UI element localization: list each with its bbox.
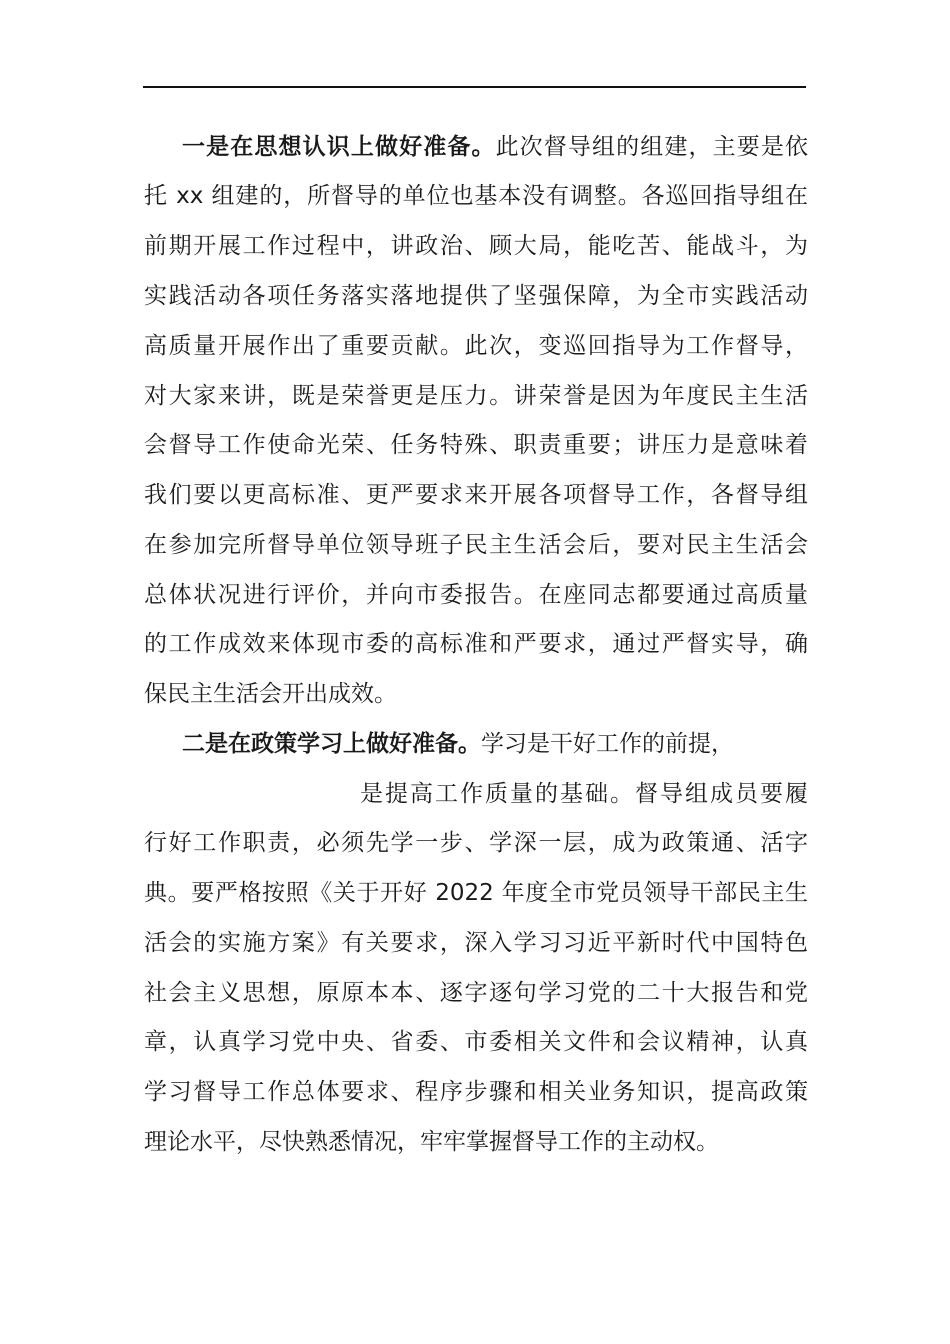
paragraph-1-text: 此次督导组的组建，主要是依 xyxy=(495,134,808,160)
header-rule xyxy=(143,86,806,88)
paragraph-2-line-8: 学习督导工作总体要求、程序步骤和相关业务知识，提高政策 xyxy=(144,1079,808,1105)
paragraph-2-line-4: 典。要严格按照《关于开好 2022 年度全市党员领导干部民主生 xyxy=(144,880,808,906)
paragraph-1-line-10: 总体状况进行评价，并向市委报告。在座同志都要通过高质量 xyxy=(144,582,808,608)
paragraph-2-line-6: 社会主义思想，原原本本、逐字逐句学习党的二十大报告和党 xyxy=(144,980,808,1006)
paragraph-1-heading: 一是在思想认识上做好准备。 xyxy=(182,134,496,160)
paragraph-2-line-3: 行好工作职责，必须先学一步、学深一层，成为政策通、活字 xyxy=(144,830,808,856)
paragraph-2-line-1 xyxy=(182,719,808,769)
paragraph-1-line-3: 前期开展工作过程中，讲政治、顾大局，能吃苦、能战斗，为 xyxy=(144,233,808,259)
paragraph-1-line-11: 的工作成效来体现市委的高标准和严要求，通过严督实导，确 xyxy=(144,631,808,657)
paragraph-2-line-2: 是提高工作质量的基础。督导组成员要履 xyxy=(360,781,808,807)
paragraph-2-line-9: 理论水平，尽快熟悉情况，牢牢掌握督导工作的主动权。 xyxy=(144,1129,719,1155)
paragraph-1-line-1 xyxy=(182,122,808,172)
paragraph-1-line-4: 实践活动各项任务落实落地提供了坚强保障，为全市实践活动 xyxy=(144,283,808,309)
paragraph-1-line-9: 在参加完所督导单位领导班子民主生活会后，要对民主生活会 xyxy=(144,532,808,558)
paragraph-1-line-2: 托 xx 组建的，所督导的单位也基本没有调整。各巡回指导组在 xyxy=(144,183,808,209)
paragraph-1-line-6: 对大家来讲，既是荣誉更是压力。讲荣誉是因为年度民主生活 xyxy=(144,383,808,409)
paragraph-2-text: 学习是干好工作的前提， xyxy=(481,731,734,757)
paragraph-2-line-5: 活会的实施方案》有关要求，深入学习习近平新时代中国特色 xyxy=(144,930,808,956)
paragraph-1-line-8: 我们要以更高标准、更严要求来开展各项督导工作，各督导组 xyxy=(144,482,808,508)
paragraph-2-heading: 二是在政策学习上做好准备。 xyxy=(182,731,481,757)
paragraph-2-line-7: 章，认真学习党中央、省委、市委相关文件和会议精神，认真 xyxy=(144,1029,808,1055)
paragraph-1-line-5: 高质量开展作出了重要贡献。此次，变巡回指导为工作督导， xyxy=(144,333,808,359)
paragraph-1-line-12: 保民主生活会开出成效。 xyxy=(144,681,397,707)
paragraph-1-line-7: 会督导工作使命光荣、任务特殊、职责重要；讲压力是意味着 xyxy=(144,432,808,458)
